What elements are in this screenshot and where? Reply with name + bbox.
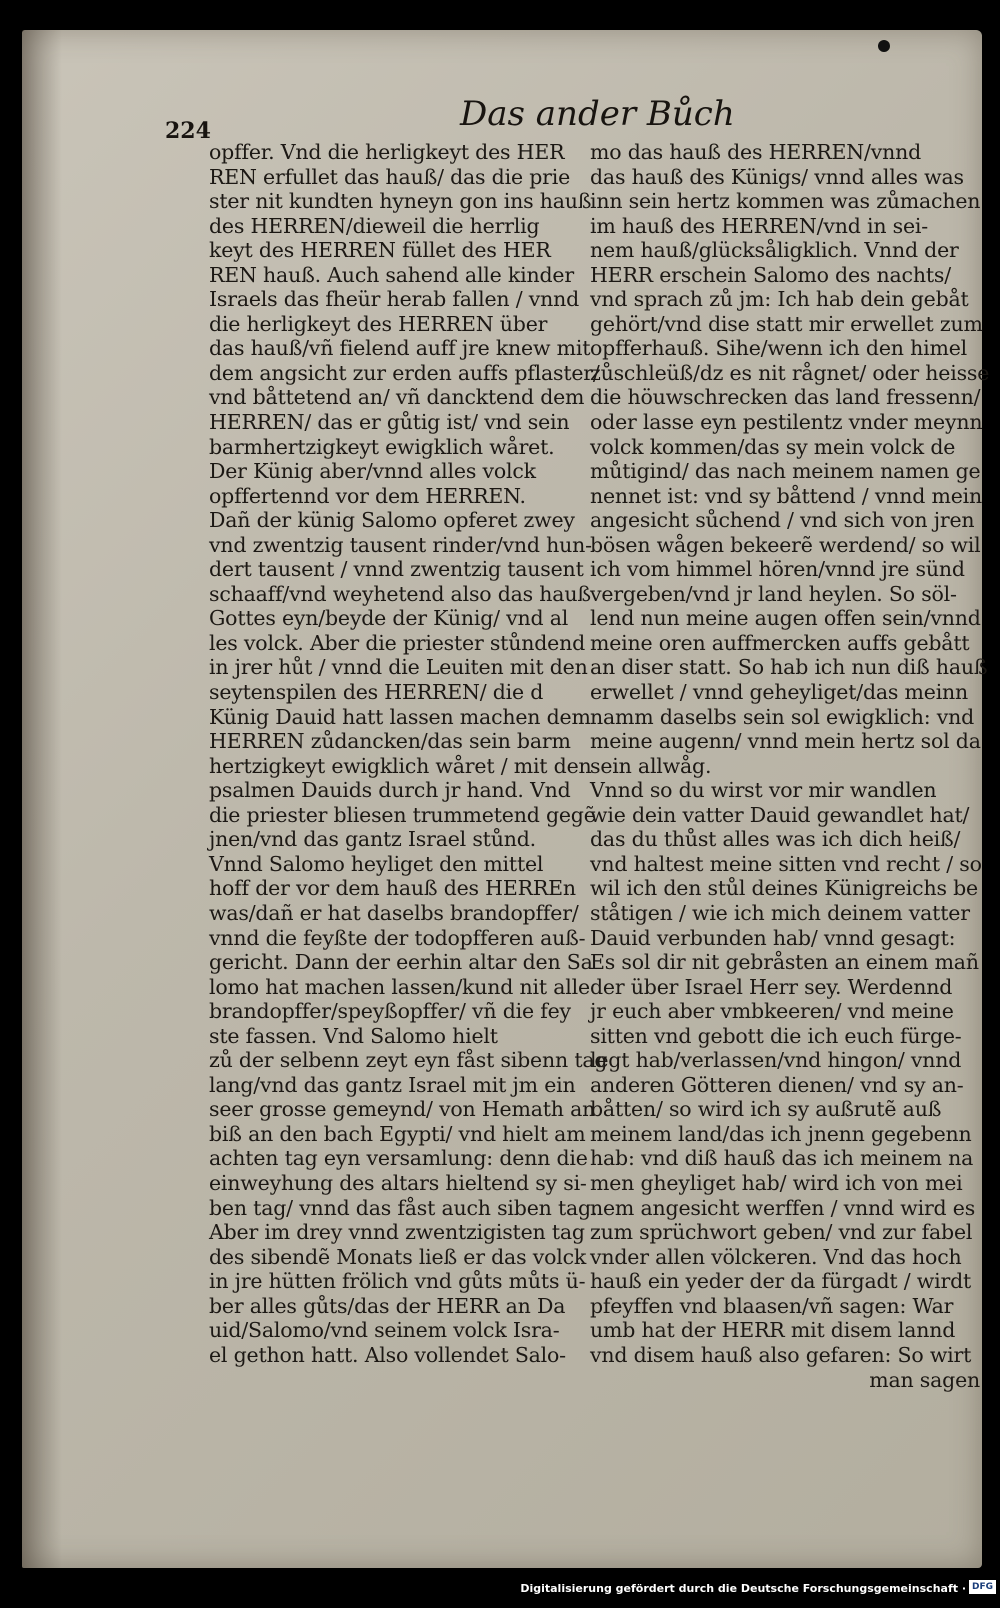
text-line: jnen/vnd das gantz Israel stůnd. [209,827,536,852]
text-line: ber alles gůts/das der HERR an Da [209,1293,566,1318]
text-line: vnd haltest meine sitten vnd recht / so [590,851,982,876]
text-line: uid/Salomo/vnd seinem volck Isra- [209,1318,560,1343]
text-line: Dañ der künig Salomo opferet zwey [209,508,575,533]
running-head: Das ander Bůch [460,94,735,134]
text-line: Vnnd Salomo heyliget den mittel [209,851,544,876]
text-line: erwellet / vnnd geheyliget/das meinn [590,680,969,705]
text-line: sitten vnd gebott die ich euch fürge- [590,1023,962,1048]
text-line: Aber im drey vnnd zwentzigisten tag [209,1220,585,1245]
text-line: achten tag eyn versamlung: denn die [209,1146,588,1171]
text-line: vnd båttetend an/ vñ dancktend dem [209,385,585,410]
text-line: jr euch aber vmbkeeren/ vnd meine [590,999,954,1024]
text-line: die herligkeyt des HERREN über [209,311,548,336]
text-line: meine augenn/ vnnd mein hertz sol da [590,729,981,754]
text-line: HERREN/ das er gůtig ist/ vnd sein [209,410,570,435]
text-line: meine oren auffmercken auffs gebått [590,630,970,655]
text-line: umb hat der HERR mit disem lannd [590,1318,956,1343]
text-line: seytenspilen des HERREN/ die d [209,680,544,705]
text-line: wie dein vatter Dauid gewandlet hat/ [590,802,970,827]
text-line: des HERREN/dieweil die herrlig [209,213,540,238]
text-line: namm daselbs sein sol ewigklich: vnd [590,704,975,729]
text-line: legt hab/verlassen/vnd hingon/ vnnd [590,1048,962,1073]
text-line: Dauid verbunden hab/ vnnd gesagt: [590,925,956,950]
text-line: vnd zwentzig tausent rinder/vnd hun- [209,532,592,557]
text-line: das hauß/vñ fielend auff jre knew mit [209,336,591,361]
text-line: oder lasse eyn pestilentz vnder meynn [590,410,983,435]
text-line: vnd disem hauß also gefaren: So wirt [590,1342,972,1367]
text-line: les volck. Aber die priester stůndend [209,630,586,655]
text-line: meinem land/das ich jnenn gegebenn [590,1121,972,1146]
text-line: Vnnd so du wirst vor mir wandlen [590,778,937,803]
text-line: barmhertzigkeyt ewigklich wåret. [209,434,555,459]
page-number: 224 [165,118,211,144]
text-line: des sibendẽ Monats ließ er das volck [209,1244,587,1269]
text-line: ster nit kundten hyneyn gon ins hauß [209,189,592,214]
text-line: vnd sprach zů jm: Ich hab dein gebåt [590,287,969,312]
catchword: man sagen [869,1368,980,1392]
text-line: das hauß des Künigs/ vnnd alles was [590,164,964,189]
text-line: mo das hauß des HERREN/vnnd [590,140,922,164]
text-line: hab: vnd diß hauß das ich meinem na [590,1146,974,1171]
text-line: das du thůst alles was ich dich heiß/ [590,827,961,852]
text-line: HERREN zůdancken/das sein barm [209,729,571,754]
text-line: el gethon hatt. Also vollendet Salo- [209,1342,566,1367]
text-line: volck kommen/das sy mein volck de [590,434,956,459]
text-line: Es sol dir nit gebråsten an einem mañ [590,950,979,975]
catchword-wrap [590,1368,980,1393]
text-line: der über Israel Herr sey. Werdennd [590,974,953,999]
text-line: HERR erschein Salomo des nachts/ [590,262,951,287]
text-line: lang/vnd das gantz Israel mit jm ein [209,1072,576,1097]
text-line: die höuwschrecken das land fressenn/ [590,385,981,410]
text-line: in jre hütten frölich vnd gůts můts ü- [209,1269,586,1294]
text-line: anderen Götteren dienen/ vnd sy an- [590,1072,964,1097]
text-line: dem angsicht zur erden auffs pflaster/ [209,360,600,385]
footer-credit: Digitalisierung gefördert durch die Deutsche Forschungsgemeinschaft · [520,1582,966,1595]
text-line: angesicht sůchend / vnd sich von jren [590,508,975,533]
text-line: inn sein hertz kommen was zůmachen [590,189,981,214]
text-line: brandopffer/speyßopffer/ vñ die fey [209,999,571,1024]
text-line: wil ich den stůl deines Künigreichs be [590,876,978,901]
text-line: gehört/vnd dise statt mir erwellet zum [590,311,983,336]
text-line: lend nun meine augen offen sein/vnnd [590,606,981,631]
text-line: opffer. Vnd die herligkeyt des HER [209,140,565,164]
text-line: an diser statt. So hab ich nun diß hauß [590,655,988,680]
text-line: die priester bliesen trummetend gegẽ [209,802,596,827]
text-line: zum sprüchwort geben/ vnd zur fabel [590,1220,973,1245]
text-line: was/dañ er hat daselbs brandopffer/ [209,900,579,925]
text-line: můtigind/ das nach meinem namen ge [590,459,981,484]
text-line: ich vom himmel hören/vnnd jre sünd [590,557,965,582]
text-line: REN hauß. Auch sahend alle kinder [209,262,574,287]
text-line: hauß ein yeder der da fürgadt / wirdt [590,1269,972,1294]
text-line: hoff der vor dem hauß des HERREn [209,876,576,901]
text-line: keyt des HERREN füllet des HER [209,238,551,263]
text-line: lomo hat machen lassen/kund nit alle [209,974,590,999]
text-line: Der Künig aber/vnnd alles volck [209,459,536,484]
text-line: im hauß des HERREN/vnd in sei- [590,213,928,238]
text-line: nem hauß/glücksåligklich. Vnnd der [590,238,959,263]
text-line: psalmen Dauids durch jr hand. Vnd [209,778,571,803]
text-line: dert tausent / vnnd zwentzig tausent [209,557,584,582]
text-line: einweyhung des altars hieltend sy si- [209,1170,587,1195]
text-line: nennet ist: vnd sy båttend / vnnd mein [590,483,982,508]
text-line: biß an den bach Egypti/ vnd hielt am [209,1121,586,1146]
text-line: hertzigkeyt ewigklich wåret / mit den [209,753,592,778]
text-line: vergeben/vnd jr land heylen. So söl- [590,581,957,606]
text-line: opfferhauß. Sihe/wenn ich den himel [590,336,967,361]
text-line: Gottes eyn/beyde der Künig/ vnd al [209,606,569,631]
text-line: zůschleüß/dz es nit rågnet/ oder heisse [590,360,990,385]
text-line: ben tag/ vnnd das fåst auch siben tag. [209,1195,598,1220]
text-line: ståtigen / wie ich mich deinem vatter [590,900,970,925]
text-line: gericht. Dann der eerhin altar den Sa [209,950,593,975]
text-line: ste fassen. Vnd Salomo hielt [209,1023,498,1048]
text-line: bösen wågen bekeerẽ werdend/ so wil [590,532,981,557]
text-line: REN erfullet das hauß/ das die prie [209,164,571,189]
dfg-logo: DFG [969,1580,996,1594]
text-line: vnder allen völckeren. Vnd das hoch [590,1244,962,1269]
book-page [22,30,990,1568]
left-column [209,140,608,1367]
text-line: zů der selbenn zeyt eyn fåst sibenn tag [209,1048,608,1073]
text-line: båtten/ so wird ich sy außrutẽ auß [590,1097,942,1122]
right-column [590,140,990,1367]
text-line: nem angesicht werffen / vnnd wird es [590,1195,976,1220]
text-line: pfeyffen vnd blaasen/vñ sagen: War [590,1293,954,1318]
text-line: seer grosse gemeynd/ von Hemath an [209,1097,596,1122]
text-line: opffertennd vor dem HERREN. [209,483,526,508]
text-line: vnnd die feyßte der todopfferen auß- [209,925,586,950]
text-line: schaaff/vnd weyhetend also das hauß [209,581,591,606]
text-line: Israels das fheür herab fallen / vnnd [209,287,580,312]
binding-hole [878,40,890,52]
footer-bar [0,1575,1000,1608]
text-line: in jrer hůt / vnnd die Leuiten mit den [209,655,588,680]
text-line: Künig Dauid hatt lassen machen dem [209,704,591,729]
text-line: sein allwåg. [590,753,712,778]
text-line: men gheyliget hab/ wird ich von mei [590,1170,963,1195]
